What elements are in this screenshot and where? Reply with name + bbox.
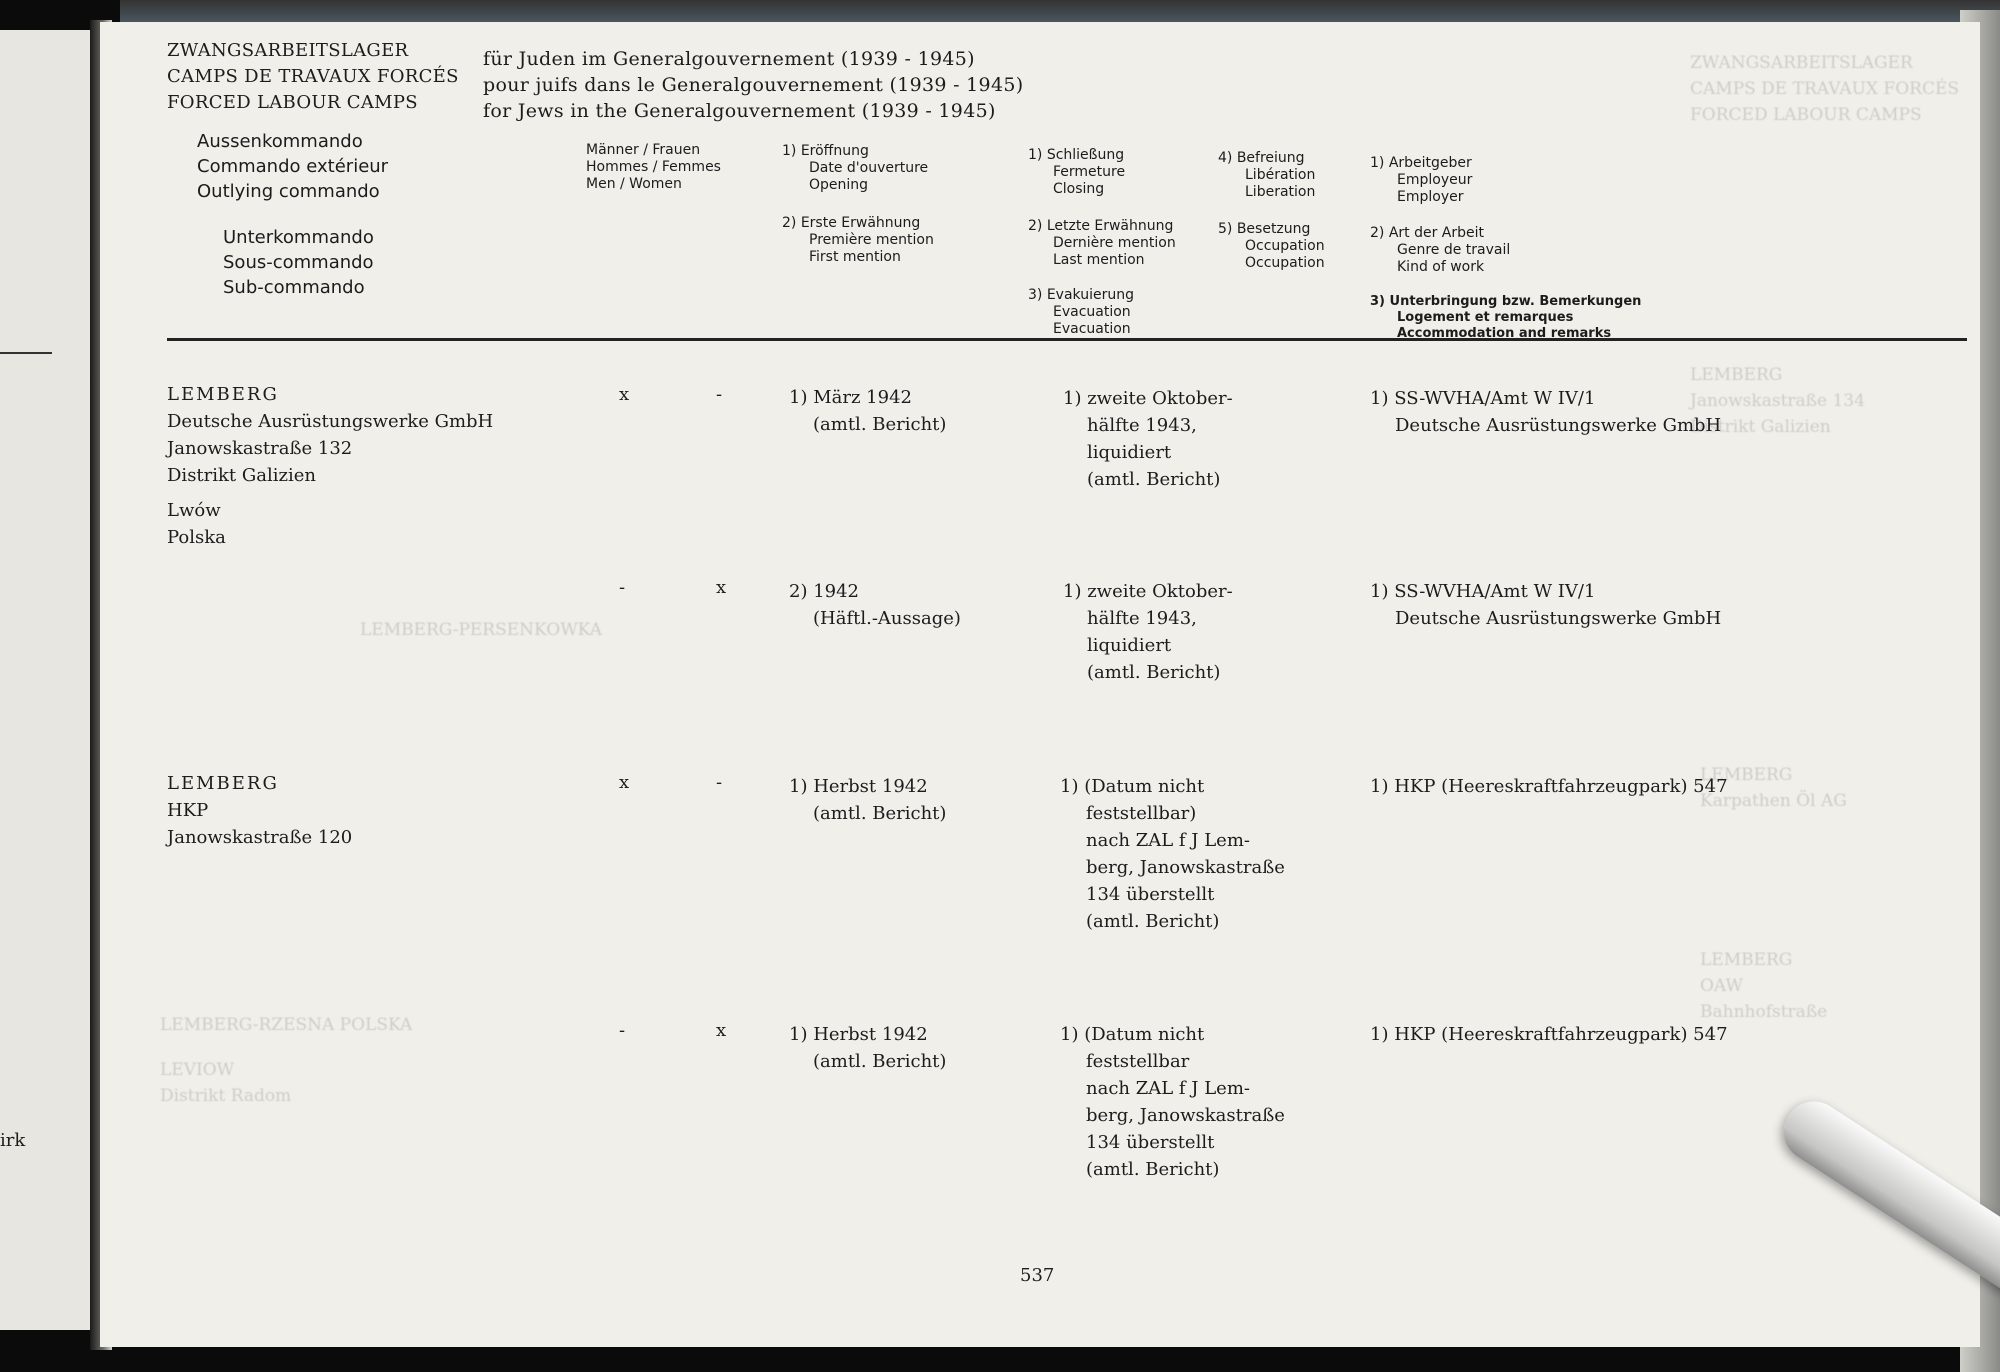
entry-1-employer: 1) SS-WVHA/Amt W IV/1 Deutsche Ausrüstungswerke GmbH [1370, 388, 1722, 436]
col-header-closing: 1) Schließung Fermeture Closing [1028, 147, 1126, 197]
entry-4-opening: 1) Herbst 1942 (amtl. Bericht) [789, 1024, 947, 1072]
show-through-text: ZWANGSARBEITSLAGER CAMPS DE TRAVAUX FORCÉS FORCED LABOUR CAMPS [1690, 53, 1960, 125]
show-through-text: LEMBERG Karpathen Öl AG [1700, 765, 1847, 811]
entry-1-opening: 1) März 1942 (amtl. Bericht) [789, 387, 947, 435]
left-page-fragment: irk [0, 1130, 26, 1151]
col-header-liberation: 4) Befreiung Libération Liberation [1218, 150, 1316, 200]
entry-4-men: - [619, 1020, 626, 1041]
col-header-accommodation: 3) Unterbringung bzw. Bemerkungen Logement et remarques Accommodation and remarks [1370, 294, 1642, 341]
camp-subtitles [483, 46, 1023, 124]
entry-2-employer: 1) SS-WVHA/Amt W IV/1 Deutsche Ausrüstungswerke GmbH [1370, 581, 1722, 629]
col-header-work: 2) Art der Arbeit Genre de travail Kind of work [1370, 225, 1511, 275]
entry-1-closing: 1) zweite Oktober- hälfte 1943, liquidiert (amtl. Bericht) [1063, 388, 1233, 490]
show-through-text: LEMBERG Janowskastraße 134 Distrikt Galizien [1690, 365, 1865, 437]
left-page-rule [0, 352, 52, 354]
entry-2-closing: 1) zweite Oktober- hälfte 1943, liquidiert (amtl. Bericht) [1063, 581, 1233, 683]
sub-commando-label: Unterkommando Sous-commando Sub-commando [223, 227, 374, 298]
entry-1-place: LEMBERG Deutsche Ausrüstungswerke GmbH Janowskastraße 132 Distrikt Galizien Lwów Polska [167, 384, 494, 548]
left-page [0, 30, 96, 1330]
show-through-text: LEVIOW Distrikt Radom [160, 1060, 292, 1106]
entry-1-men: x [619, 384, 630, 405]
camp-title-en: FORCED LABOUR CAMPS [167, 92, 418, 113]
right-page [100, 22, 1980, 1347]
camp-title-de: ZWANGSARBEITSLAGER [167, 40, 409, 61]
col-header-opening: 1) Eröffnung Date d'ouverture Opening [782, 143, 929, 193]
col-header-first-mention: 2) Erste Erwähnung Première mention First mention [782, 215, 934, 265]
show-through-text: LEMBERG OAW Bahnhofstraße [1700, 950, 1828, 1022]
col-header-occupation: 5) Besetzung Occupation Occupation [1218, 221, 1325, 271]
entry-2-opening: 2) 1942 (Häftl.-Aussage) [789, 581, 961, 629]
entry-3-opening: 1) Herbst 1942 (amtl. Bericht) [789, 776, 947, 824]
show-through-text: LEMBERG-PERSENKOWKA [360, 620, 602, 640]
page-number: 537 [1020, 1265, 1055, 1286]
show-through-text: LEMBERG-RZESNA POLSKA [160, 1015, 413, 1035]
entry-3-men: x [619, 772, 630, 793]
entry-3-place: LEMBERG HKP Janowskastraße 120 [167, 773, 353, 848]
entry-4-closing: 1) (Datum nicht feststellbar nach ZAL f J Lem- berg, Janowskastraße 134 überstellt (amtl. Bericht) [1060, 1024, 1285, 1180]
camp-titles [167, 38, 459, 116]
col-header-evacuation: 3) Evakuierung Evacuation Evacuation [1028, 287, 1134, 337]
entry-1-women: - [716, 384, 723, 405]
entry-3-closing: 1) (Datum nicht feststellbar) nach ZAL f J Lem- berg, Janowskastraße 134 überstellt (amtl. Bericht) [1060, 776, 1285, 932]
entry-3-employer: 1) HKP (Heereskraftfahrzeugpark) 547 [1370, 776, 1728, 797]
entry-2-men: - [619, 577, 626, 598]
col-header-men-women: Männer / Frauen Hommes / Femmes Men / Women [586, 142, 721, 192]
col-header-employer: 1) Arbeitgeber Employeur Employer [1370, 155, 1473, 205]
entry-4-employer: 1) HKP (Heereskraftfahrzeugpark) 547 [1370, 1024, 1728, 1045]
col-header-last-mention: 2) Letzte Erwähnung Dernière mention Last mention [1028, 218, 1176, 268]
entry-4-women: x [716, 1020, 727, 1041]
camp-title-fr: CAMPS DE TRAVAUX FORCÉS [167, 66, 459, 87]
camp-subtitle-en: for Jews in the Generalgouvernement (1939 - 1945) [483, 100, 996, 122]
camp-subtitle-de: für Juden im Generalgouvernement (1939 - 1945) [483, 48, 975, 70]
entry-3-women: - [716, 772, 723, 793]
camp-subtitle-fr: pour juifs dans le Generalgouvernement (1939 - 1945) [483, 74, 1024, 96]
outlying-commando-label: Aussenkommando Commando extérieur Outlying commando [197, 131, 389, 202]
header-divider [167, 338, 1967, 341]
entry-2-women: x [716, 577, 727, 598]
